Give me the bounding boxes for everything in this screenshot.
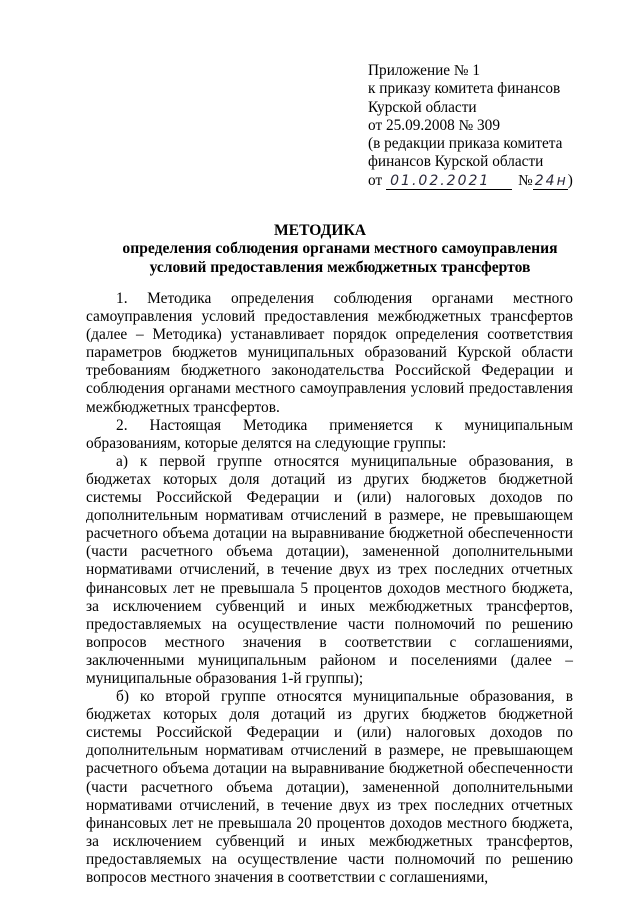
annex-line-4: от 25.09.2008 № 309	[368, 116, 500, 134]
annex-edition-line	[368, 172, 608, 190]
paragraph-2: 2. Настоящая Методика применяется к муниципальным образованиям, которые делятся на следующие группы:	[86, 416, 573, 452]
annex-line-5: (в редакции приказа комитета	[368, 135, 563, 153]
annex-header	[368, 62, 608, 190]
document-title: МЕТОДИКА	[273, 222, 367, 239]
paragraph-1: 1. Методика определения соблюдения органами местного самоуправления условий предоставления межбюджетных трансфертов (далее – Методика) устанавливает порядок определения соответствия параметров бюджетов муниципальных образований Курской области требованиям бюджетного законодательства Российской Федерации и соблюдения органами местного самоуправления условий предоставления межбюджетных трансфертов.	[86, 290, 573, 416]
annex-line-6: финансов Курской области	[368, 153, 544, 171]
annex-line-1: Приложение № 1	[368, 62, 480, 79]
handwritten-date: 01.02.2021	[386, 173, 512, 190]
handwritten-number: 24н	[534, 173, 568, 190]
paragraph-2a: а) к первой группе относятся муниципальные образования, в бюджетах которых доля дотаций из других бюджетов бюджетной системы Российской Федерации и (или) налоговых доходов по дополнительным нормативам отчислений в размере, не превышающем расчетного объема дотации на выравнивание бюджетной обеспеченности (части расчетного объема дотации), замененной дополнительными нормативами отчислений, в течение двух из трех последних отчетных финансовых лет не превышала 5 процентов доходов местного бюджета, за исключением субвенций и иных межбюджетных трансфертов, предоставляемых на осуществление части полномочий по решению вопросов местного значения в соответствии с соглашениями, заключенными муниципальным районом и поселениями (далее – муниципальные образования 1-й группы);	[86, 452, 573, 687]
paragraph-2b: б) ко второй группе относятся муниципальные образования, в бюджетах которых доля дотаций из других бюджетов бюджетной системы Российской Федерации и (или) налоговых доходов по дополнительным нормативам отчислений в размере, не превышающем расчетного объема дотации на выравнивание бюджетной обеспеченности (части расчетного объема дотации), замененной дополнительными нормативами отчислений, в течение двух из трех последних отчетных финансовых лет не превышала 20 процентов доходов местного бюджета, за исключением субвенций и иных межбюджетных трансфертов, предоставляемых на осуществление части полномочий по решению вопросов местного значения в соответствии с соглашениями,	[86, 688, 573, 886]
number-label: №	[518, 171, 533, 189]
annex-line-3: Курской области	[368, 98, 477, 116]
from-label: от	[368, 171, 383, 189]
document-subtitle: определения соблюдения органами местного самоуправления условий предоставления межбюджетных трансфертов	[122, 240, 558, 276]
close-paren: )	[567, 171, 573, 189]
annex-line-2: к приказу комитета финансов	[368, 80, 561, 98]
document-body	[86, 290, 573, 887]
